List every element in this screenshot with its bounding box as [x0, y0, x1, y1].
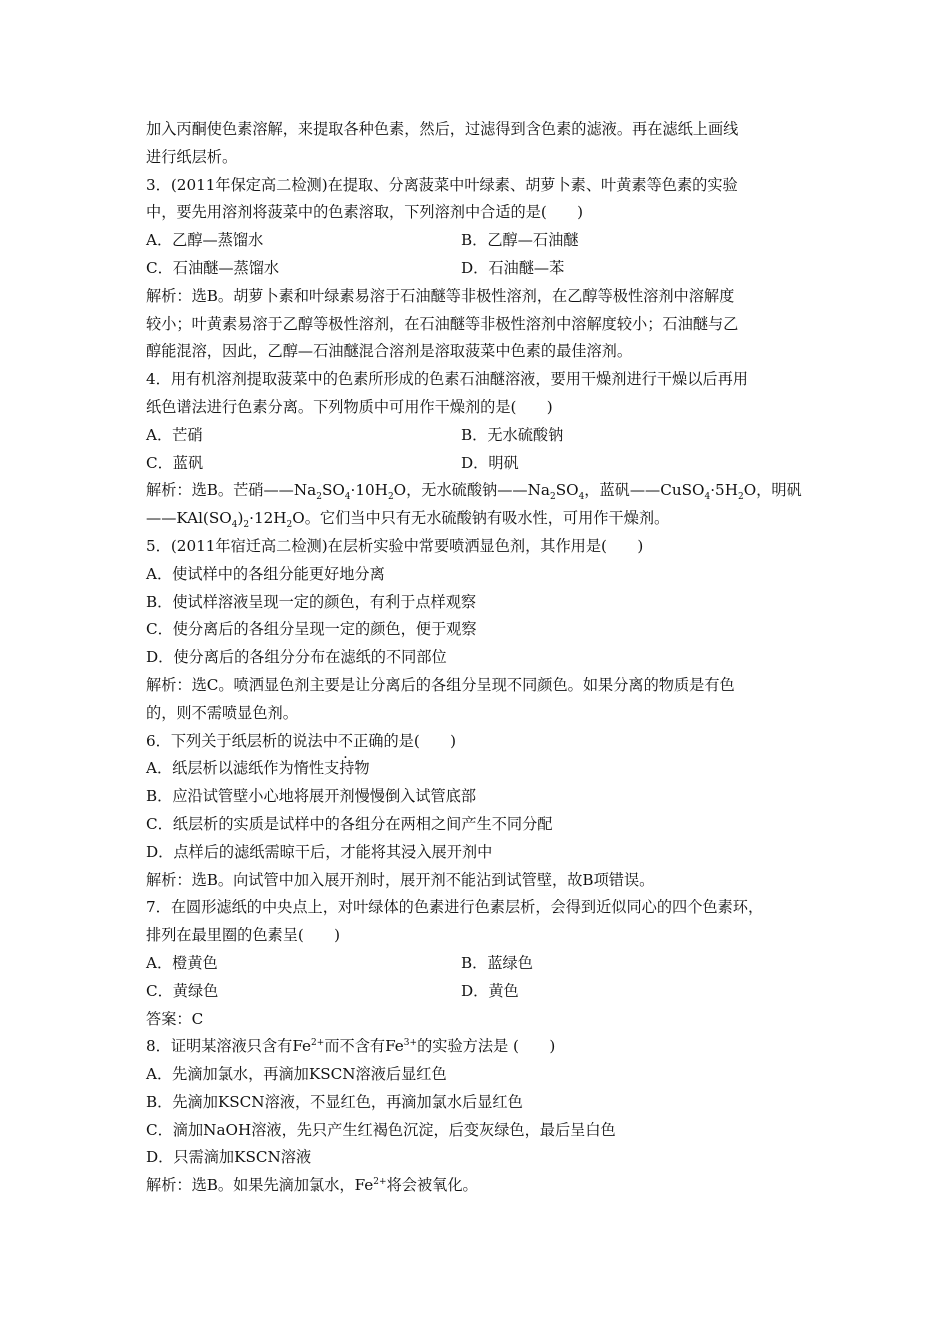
solution-line: 解析：选B。如果先滴加氯水，$Fe^{2+}$将会被氧化。 [146, 1176, 478, 1195]
options-row [146, 978, 816, 1006]
option-d: D．黄色 [461, 981, 519, 1000]
options-row [146, 255, 816, 283]
document-page [146, 116, 816, 1200]
question-4-stem: 4．用有机溶剂提取菠菜中的色素所形成的色素石油醚溶液，要用干燥剂进行干燥以后再用 [146, 370, 748, 389]
option-b: B．先滴加KSCN溶液，不显红色，再滴加氯水后显红色 [146, 1092, 523, 1111]
question-8-stem: 8．证明某溶液只含有$Fe^{2+}$而不含有$Fe^{3+}$的实验方法是 ( ) [146, 1037, 556, 1056]
option-c: C．石油醚—蒸馏水 [146, 258, 280, 277]
option-c: C．纸层析的实质是试样中的各组分在两相之间产生不同分配 [146, 814, 553, 833]
option-a: A．使试样中的各组分能更好地分离 [146, 564, 385, 583]
text-line: 进行纸层析。 [146, 147, 238, 166]
option-c: C．黄绿色 [146, 981, 219, 1000]
option-b: B．应沿试管壁小心地将展开剂慢慢倒入试管底部 [146, 787, 477, 806]
option-d: D．点样后的滤纸需晾干后，才能将其浸入展开剂中 [146, 842, 493, 861]
solution-line: 较小；叶黄素易溶于乙醇等极性溶剂，在石油醚等非极性溶剂中溶解度较小；石油醚与乙 [146, 314, 739, 333]
question-5-stem: 5．(2011年宿迁高二检测)在层析实验中常要喷洒显色剂，其作用是( ) [146, 536, 644, 555]
options-row [146, 450, 816, 478]
option-d: D．只需滴加KSCN溶液 [146, 1148, 312, 1167]
solution-line: 醇能混溶，因此，乙醇—石油醚混合溶剂是溶取菠菜中色素的最佳溶剂。 [146, 342, 632, 361]
option-a: A．芒硝 [146, 425, 203, 444]
option-d: D．石油醚—苯 [461, 258, 565, 277]
solution-line: 解析：选C。喷洒显色剂主要是让分离后的各组分呈现不同颜色。如果分离的物质是有色 [146, 675, 735, 694]
option-a: A．橙黄色 [146, 953, 218, 972]
emphasis-char: 不 [337, 731, 354, 750]
question-7-stem: 7．在圆形滤纸的中央点上，对叶绿体的色素进行色素层析，会得到近似同心的四个色素环， [146, 898, 764, 917]
options-row [146, 422, 816, 450]
option-b: B．无水硫酸钠 [461, 425, 564, 444]
solution-line: 的，则不需喷显色剂。 [146, 703, 298, 722]
option-d: D．明矾 [461, 453, 519, 472]
option-a: A．先滴加氯水，再滴加KSCN溶液后显红色 [146, 1065, 447, 1084]
question-3-stem: 3．(2011年保定高二检测)在提取、分离菠菜中叶绿素、胡萝卜素、叶黄素等色素的实验 [146, 175, 738, 194]
solution-line: 解析：选B。向试管中加入展开剂时，展开剂不能沾到试管壁，故B项错误。 [146, 870, 655, 889]
question-7-stem: 排列在最里圈的色素呈( ) [146, 926, 341, 945]
question-4-stem: 纸色谱法进行色素分离。下列物质中可用作干燥剂的是( ) [146, 397, 553, 416]
solution-line: 解析：选B。芒硝$——Na_2SO_4\cdot 10H_2O$，无水硫酸钠$——Na_2SO_4$，蓝矾$——CuSO_4\cdot 5H_2O$，明矾 [146, 481, 802, 503]
solution-line: 解析：选B。胡萝卜素和叶绿素易溶于石油醚等非极性溶剂，在乙醇等极性溶剂中溶解度 [146, 286, 735, 305]
option-c: C．蓝矾 [146, 453, 204, 472]
option-c: C．使分离后的各组分呈现一定的颜色，便于观察 [146, 620, 477, 639]
option-a: A．纸层析以滤纸作为惰性支持物 [146, 759, 370, 778]
question-6-stem: 6．下列关于纸层析的说法中不正确的是( ) [146, 731, 457, 750]
options-row [146, 950, 816, 978]
answer-line: 答案：C [146, 1009, 204, 1028]
option-b: B．蓝绿色 [461, 953, 533, 972]
question-3-stem: 中，要先用溶剂将菠菜中的色素溶取，下列溶剂中合适的是( ) [146, 203, 584, 222]
option-b: B．使试样溶液呈现一定的颜色，有利于点样观察 [146, 592, 477, 611]
option-d: D．使分离后的各组分分布在滤纸的不同部位 [146, 648, 447, 667]
text-line: 加入丙酮使色素溶解，来提取各种色素，然后，过滤得到含色素的滤液。再在滤纸上画线 [146, 120, 739, 138]
option-b: B．乙醇—石油醚 [461, 231, 579, 250]
option-c: C．滴加NaOH溶液，先只产生红褐色沉淀，后变灰绿色，最后呈白色 [146, 1120, 616, 1139]
solution-line: $——KAl(SO_4)_2\cdot 12H_2O$。它们当中只有无水硫酸钠有吸水性，可用作干燥剂。 [146, 509, 670, 531]
options-row [146, 227, 816, 255]
option-a: A．乙醇—蒸馏水 [146, 231, 264, 250]
